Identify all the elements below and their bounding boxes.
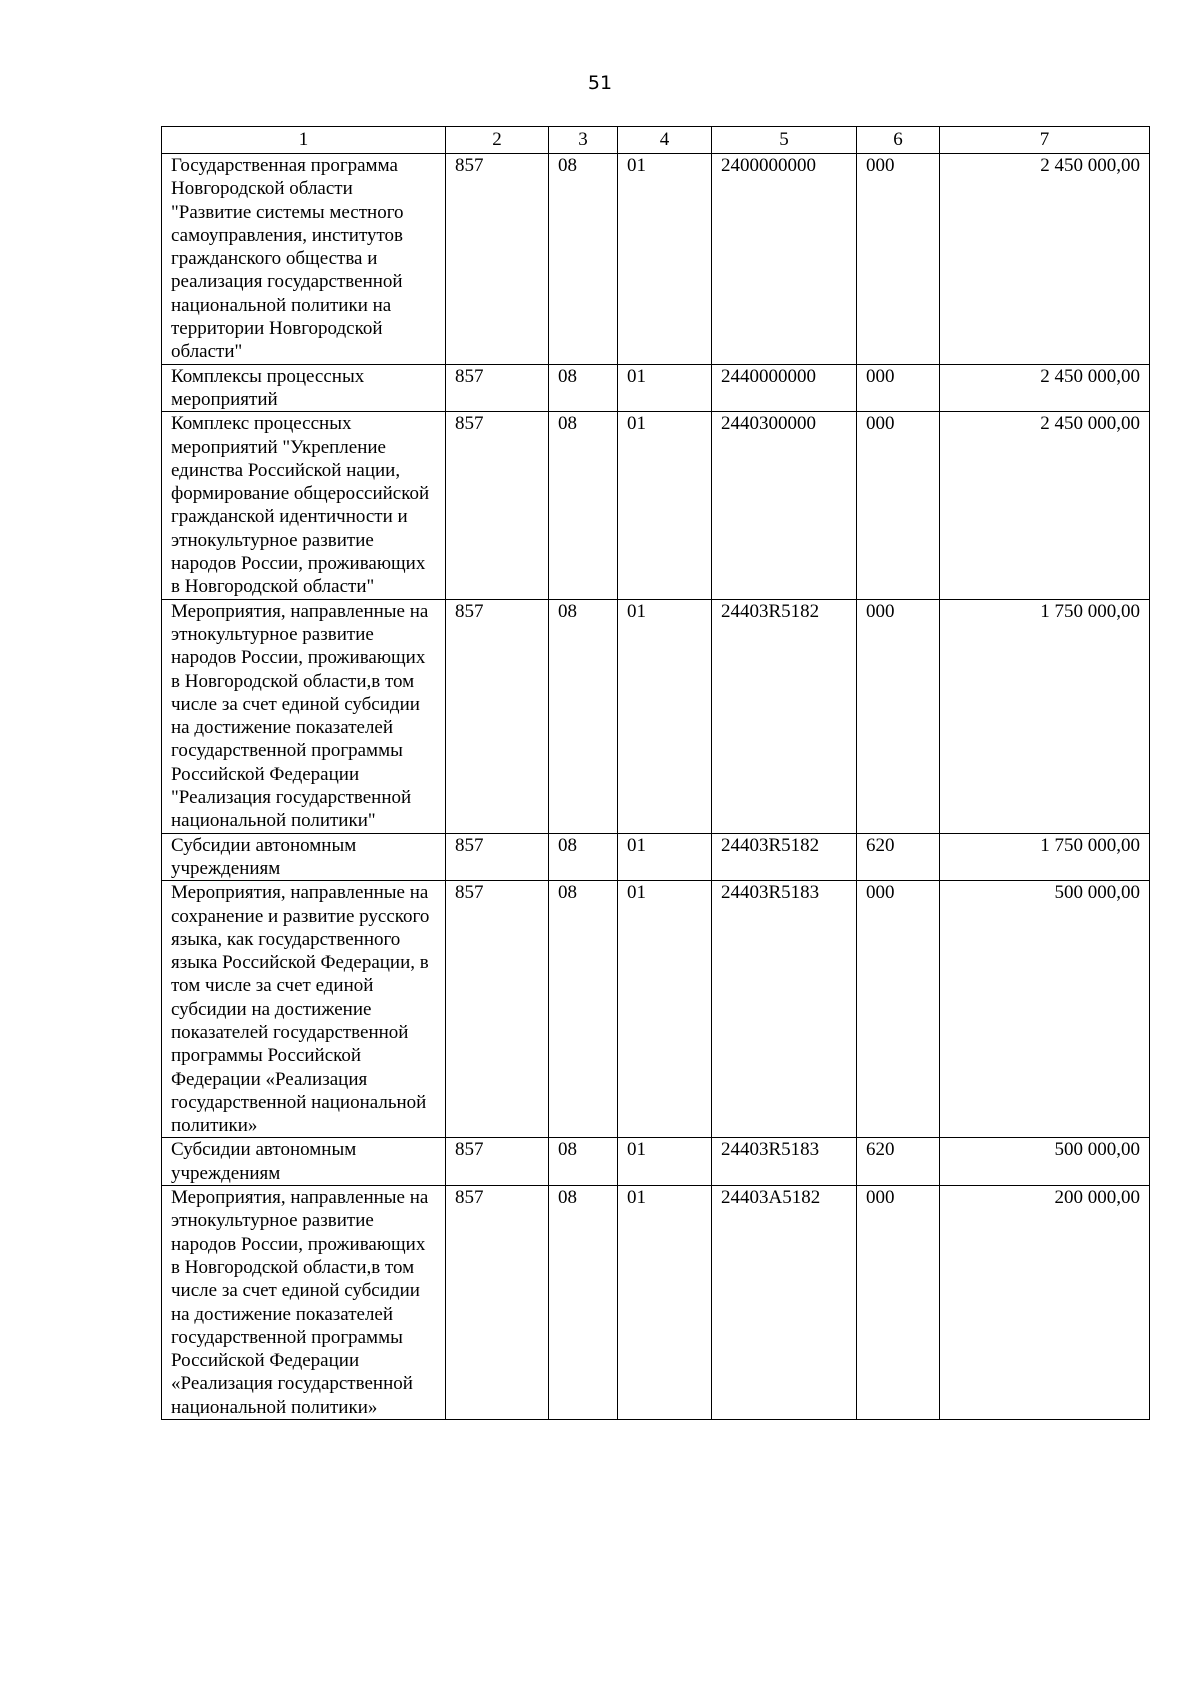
amount: 2 450 000,00 xyxy=(940,154,1150,365)
col-header: 6 xyxy=(857,127,940,154)
ministry-code: 857 xyxy=(446,1138,549,1186)
amount: 500 000,00 xyxy=(940,881,1150,1138)
subsection-code: 01 xyxy=(618,364,712,412)
table-row xyxy=(162,1186,1150,1420)
table-row xyxy=(162,412,1150,599)
target-article-code: 24403R5182 xyxy=(712,599,857,833)
section-code: 08 xyxy=(549,1186,618,1420)
expense-type-code: 000 xyxy=(857,881,940,1138)
subsection-code: 01 xyxy=(618,599,712,833)
col-header: 5 xyxy=(712,127,857,154)
expense-type-code: 000 xyxy=(857,412,940,599)
row-name: Государственная программа Новгородской области "Развитие системы местного самоуправления, институтов гражданского общества и реализация государственной национальной политики на территории Новгородской области" xyxy=(162,154,446,365)
section-code: 08 xyxy=(549,412,618,599)
section-code: 08 xyxy=(549,364,618,412)
target-article-code: 2400000000 xyxy=(712,154,857,365)
subsection-code: 01 xyxy=(618,1186,712,1420)
page-number: 51 xyxy=(587,72,613,94)
target-article-code: 2440000000 xyxy=(712,364,857,412)
col-header: 2 xyxy=(446,127,549,154)
expense-type-code: 000 xyxy=(857,599,940,833)
amount: 1 750 000,00 xyxy=(940,833,1150,881)
col-header: 4 xyxy=(618,127,712,154)
subsection-code: 01 xyxy=(618,412,712,599)
amount: 2 450 000,00 xyxy=(940,412,1150,599)
table-row xyxy=(162,833,1150,881)
target-article-code: 24403R5183 xyxy=(712,881,857,1138)
ministry-code: 857 xyxy=(446,1186,549,1420)
expense-type-code: 000 xyxy=(857,364,940,412)
row-name: Мероприятия, направленные на этнокультурное развитие народов России, проживающих в Новгородской области,в том числе за счет единой субсидии на достижение показателей государственной программы Российской Федерации "Реализация государственной национальной политики" xyxy=(162,599,446,833)
section-code: 08 xyxy=(549,833,618,881)
ministry-code: 857 xyxy=(446,881,549,1138)
budget-table xyxy=(161,126,1150,1420)
row-name: Мероприятия, направленные на сохранение и развитие русского языка, как государственного языка Российской Федерации, в том числе за счет единой субсидии на достижение показателей государственной программы Российской Федерации «Реализация государственной национальной политики» xyxy=(162,881,446,1138)
section-code: 08 xyxy=(549,154,618,365)
target-article-code: 24403А5182 xyxy=(712,1186,857,1420)
target-article-code: 2440300000 xyxy=(712,412,857,599)
section-code: 08 xyxy=(549,599,618,833)
row-name: Комплекс процессных мероприятий "Укрепление единства Российской нации, формирование общероссийской гражданской идентичности и этнокультурное развитие народов России, проживающих в Новгородской области" xyxy=(162,412,446,599)
ministry-code: 857 xyxy=(446,599,549,833)
row-name: Субсидии автономным учреждениям xyxy=(162,833,446,881)
col-header: 1 xyxy=(162,127,446,154)
table-row xyxy=(162,599,1150,833)
row-name: Субсидии автономным учреждениям xyxy=(162,1138,446,1186)
subsection-code: 01 xyxy=(618,1138,712,1186)
expense-type-code: 620 xyxy=(857,833,940,881)
header-row xyxy=(162,127,1150,154)
col-header: 3 xyxy=(549,127,618,154)
section-code: 08 xyxy=(549,1138,618,1186)
target-article-code: 24403R5183 xyxy=(712,1138,857,1186)
target-article-code: 24403R5182 xyxy=(712,833,857,881)
ministry-code: 857 xyxy=(446,833,549,881)
table-row xyxy=(162,364,1150,412)
amount: 200 000,00 xyxy=(940,1186,1150,1420)
expense-type-code: 000 xyxy=(857,154,940,365)
subsection-code: 01 xyxy=(618,881,712,1138)
row-name: Мероприятия, направленные на этнокультурное развитие народов России, проживающих в Новгородской области,в том числе за счет единой субсидии на достижение показателей государственной программы Российской Федерации «Реализация государственной национальной политики» xyxy=(162,1186,446,1420)
table-row xyxy=(162,154,1150,365)
table-row xyxy=(162,1138,1150,1186)
col-header: 7 xyxy=(940,127,1150,154)
amount: 500 000,00 xyxy=(940,1138,1150,1186)
expense-type-code: 000 xyxy=(857,1186,940,1420)
ministry-code: 857 xyxy=(446,364,549,412)
section-code: 08 xyxy=(549,881,618,1138)
subsection-code: 01 xyxy=(618,154,712,365)
amount: 1 750 000,00 xyxy=(940,599,1150,833)
row-name: Комплексы процессных мероприятий xyxy=(162,364,446,412)
subsection-code: 01 xyxy=(618,833,712,881)
expense-type-code: 620 xyxy=(857,1138,940,1186)
ministry-code: 857 xyxy=(446,154,549,365)
table-row xyxy=(162,881,1150,1138)
amount: 2 450 000,00 xyxy=(940,364,1150,412)
ministry-code: 857 xyxy=(446,412,549,599)
